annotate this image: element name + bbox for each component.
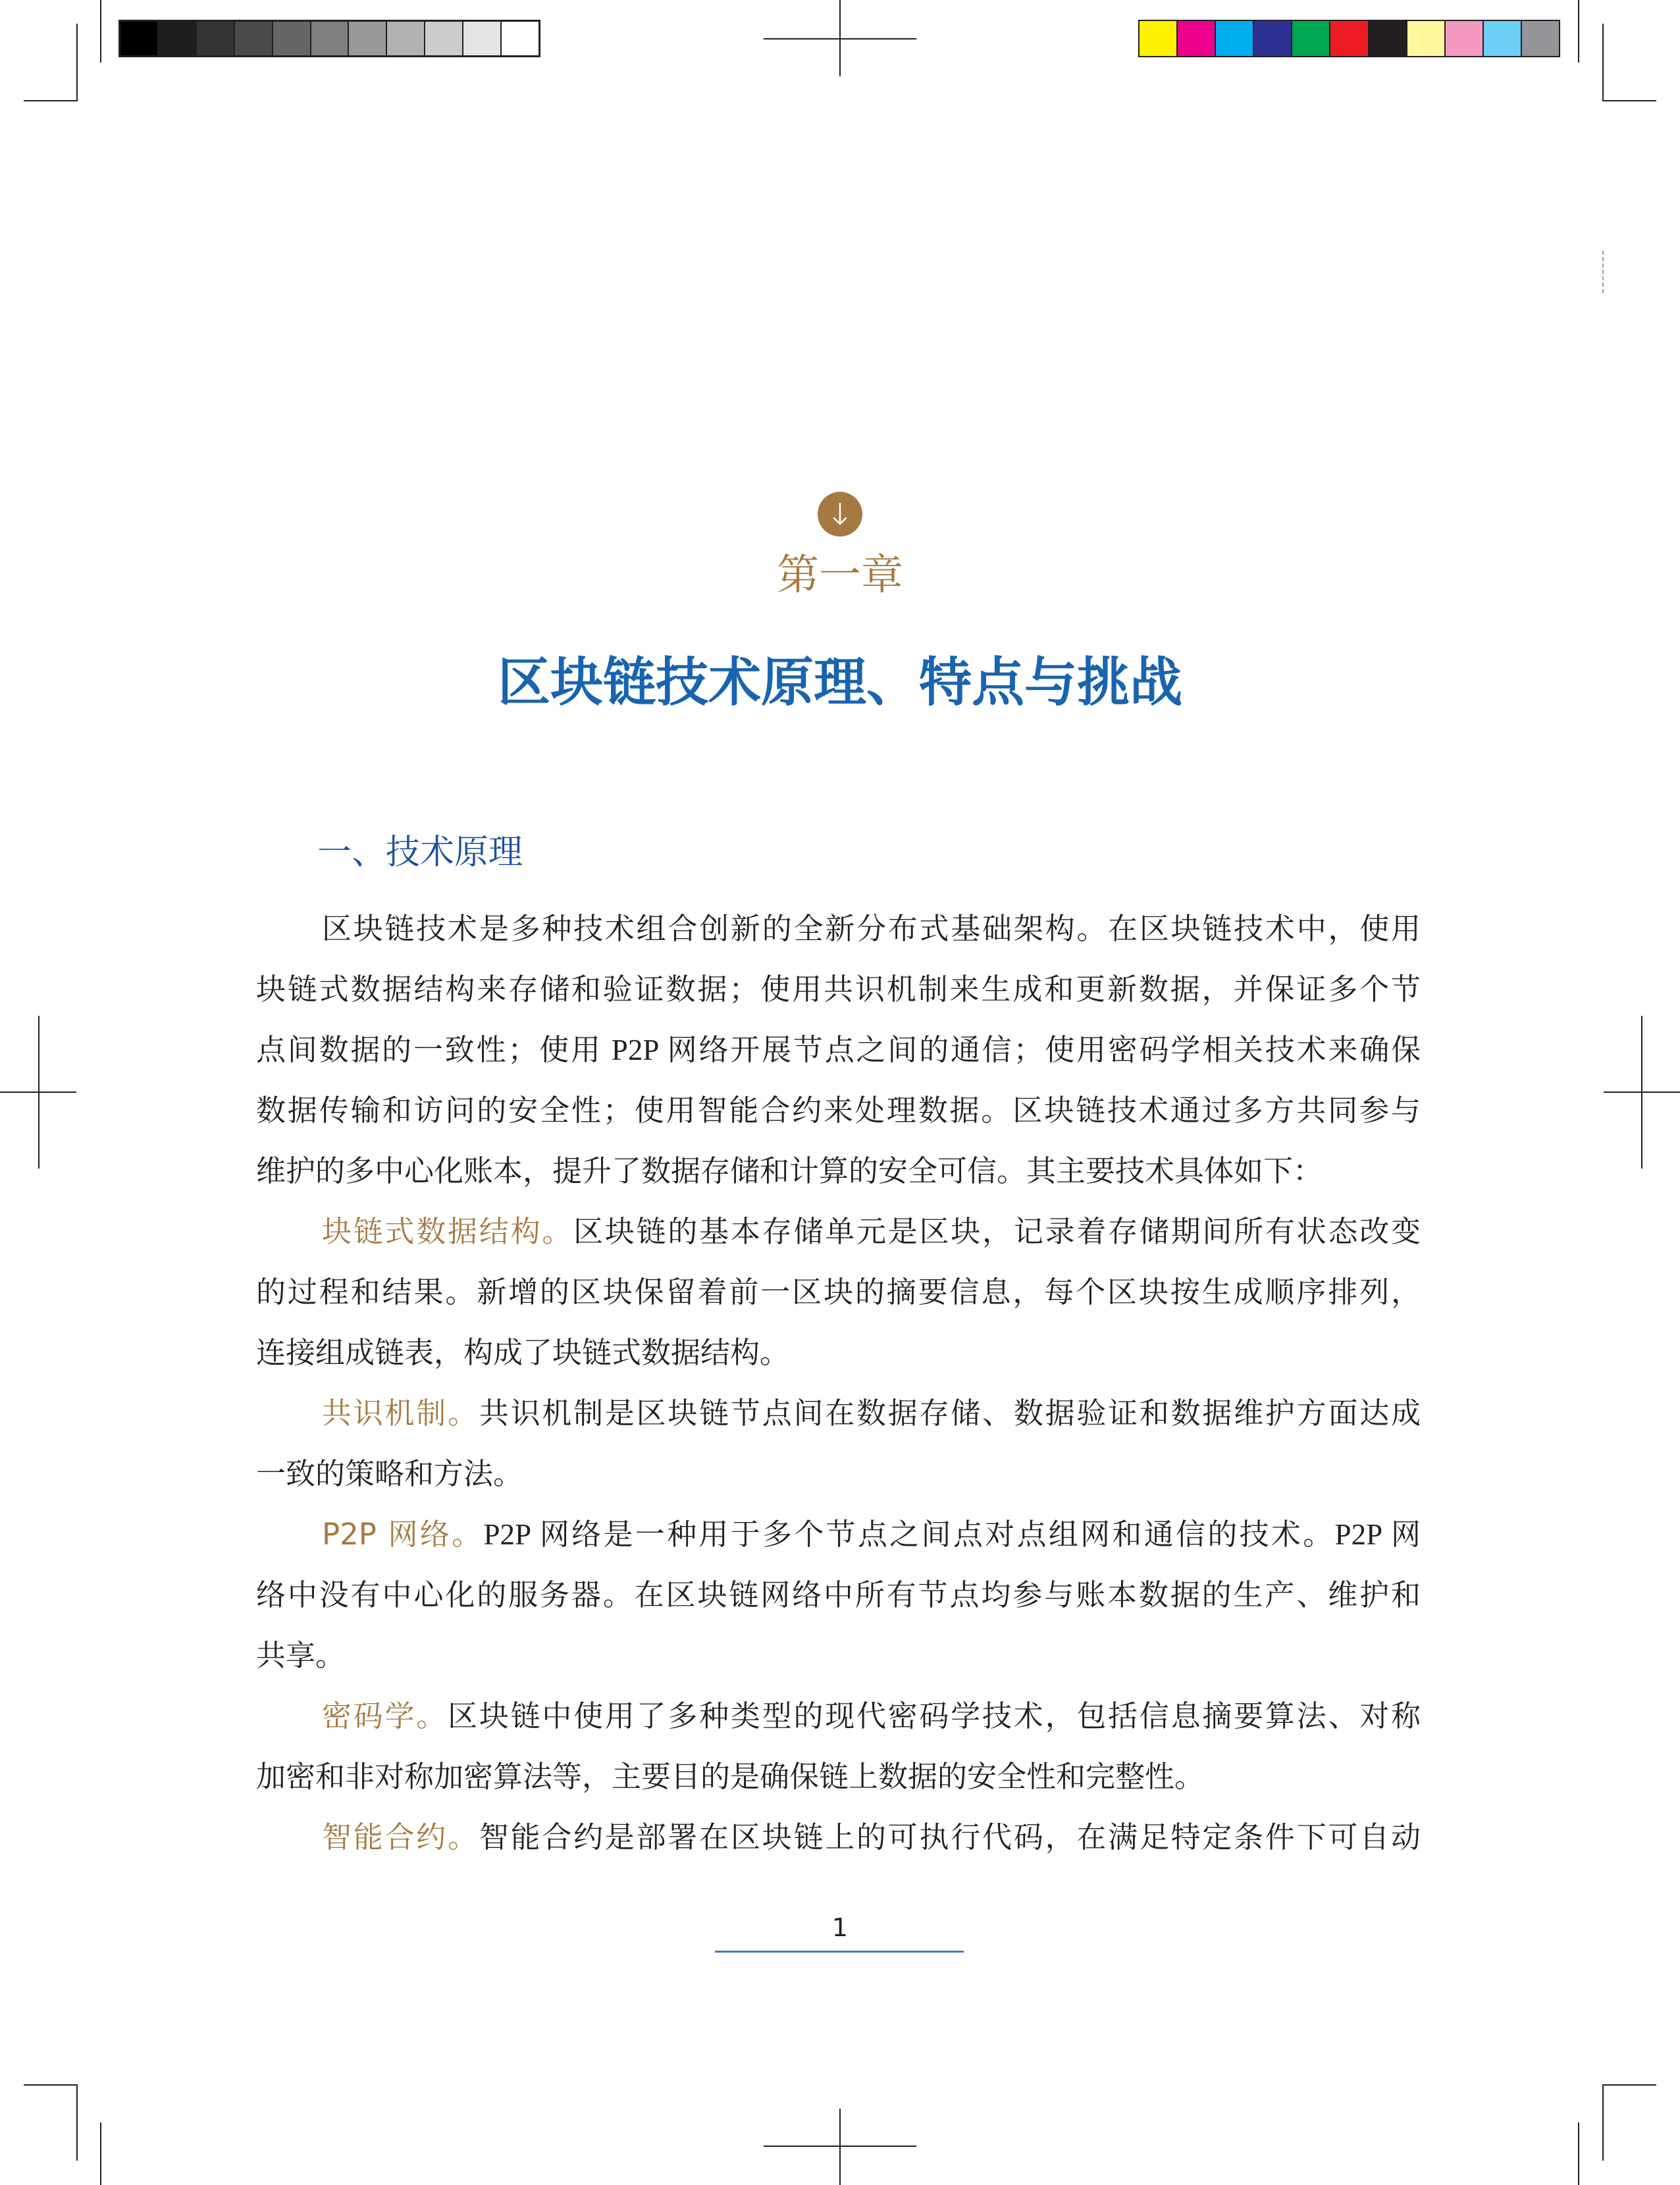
color-swatch <box>1484 21 1522 56</box>
gray-swatch <box>235 22 273 55</box>
text-line: 一致的策略和方法。 <box>256 1458 523 1490</box>
text-line: 连接组成链表，构成了块链式数据结构。 <box>256 1336 790 1369</box>
crop-mark <box>764 38 916 39</box>
page-number-rule <box>715 1951 964 1953</box>
text-line <box>256 1686 1421 1747</box>
crop-mark <box>100 0 101 63</box>
text-run: 智能合约是部署在区块链上的可执行代码，在满足特定条件下可自动 <box>479 1821 1421 1854</box>
color-swatch <box>1522 21 1559 56</box>
term-label: 共识机制。 <box>322 1396 479 1431</box>
paragraph-smart-contract <box>256 1807 1421 1868</box>
term-label: 块链式数据结构。 <box>322 1214 574 1249</box>
crop-mark <box>1578 0 1579 63</box>
gray-swatch <box>349 22 387 55</box>
body-text <box>256 899 1421 1868</box>
paragraph-cryptography <box>256 1686 1421 1807</box>
color-swatch <box>1140 21 1178 56</box>
gray-swatch <box>502 22 538 55</box>
paragraph-block-chain-structure <box>256 1201 1421 1383</box>
crop-mark <box>24 100 78 101</box>
gray-swatch <box>159 22 197 55</box>
crop-mark <box>764 2146 916 2147</box>
color-swatch <box>1446 21 1484 56</box>
grayscale-bar <box>118 20 540 57</box>
gray-swatch <box>273 22 311 55</box>
paragraph-p2p-network <box>256 1504 1421 1686</box>
color-swatch <box>1407 21 1446 56</box>
term-label: 智能合约。 <box>322 1820 479 1855</box>
chapter-label: 第一章 <box>777 551 903 600</box>
text-line: 区块链技术是多种技术组合创新的全新分布式基础架构。在区块链技术中，使用 <box>322 912 1421 945</box>
color-swatch <box>1292 21 1330 56</box>
color-bar <box>1138 20 1560 57</box>
text-line: 加密和非对称加密算法等，主要目的是确保链上数据的安全性和完整性。 <box>256 1760 1205 1793</box>
term-label: P2P 网络。 <box>322 1517 484 1552</box>
color-swatch <box>1254 21 1292 56</box>
paragraph-intro <box>256 899 1421 1201</box>
crop-mark <box>1602 2084 1604 2161</box>
gray-swatch <box>425 22 463 55</box>
chapter-title: 区块链技术原理、特点与挑战 <box>498 652 1182 713</box>
text-line: 点间数据的一致性；使用 P2P 网络开展节点之间的通信；使用密码学相关技术来确保 <box>256 1034 1421 1066</box>
text-line <box>256 1807 1421 1868</box>
crop-mark <box>1602 100 1656 101</box>
text-run: 区块链中使用了多种类型的现代密码学技术，包括信息摘要算法、对称 <box>448 1700 1421 1733</box>
color-swatch <box>1369 21 1407 56</box>
text-line: 维护的多中心化账本，提升了数据存储和计算的安全可信。其主要技术具体如下： <box>256 1155 1323 1188</box>
section-heading: 一、技术原理 <box>317 833 523 872</box>
page-number: 1 <box>831 1913 849 1942</box>
crop-mark <box>76 24 78 100</box>
text-line: 数据传输和访问的安全性；使用智能合约来处理数据。区块链技术通过多方共同参与 <box>256 1094 1421 1127</box>
text-line <box>256 1504 1421 1565</box>
crop-mark <box>1602 2084 1656 2086</box>
registration-tick <box>1602 251 1604 293</box>
crop-mark <box>38 1016 39 1169</box>
crop-mark <box>100 2122 101 2185</box>
text-line: 共享。 <box>256 1639 346 1672</box>
crop-mark <box>839 2109 841 2185</box>
gray-swatch <box>197 22 235 55</box>
color-swatch <box>1178 21 1216 56</box>
text-run: 共识机制是区块链节点间在数据存储、数据验证和数据维护方面达成 <box>479 1397 1421 1430</box>
crop-mark <box>76 2084 78 2161</box>
color-swatch <box>1216 21 1254 56</box>
crop-mark <box>1578 2122 1579 2185</box>
text-line: 络中没有中心化的服务器。在区块链网络中所有节点均参与账本数据的生产、维护和 <box>256 1579 1421 1612</box>
text-line <box>256 1201 1421 1262</box>
arrow-down-circle-icon <box>817 491 863 537</box>
gray-swatch <box>311 22 350 55</box>
gray-swatch <box>387 22 425 55</box>
crop-mark <box>1641 1016 1642 1169</box>
text-line: 的过程和结果。新增的区块保留着前一区块的摘要信息，每个区块按生成顺序排列， <box>256 1276 1421 1309</box>
crop-mark <box>24 2084 78 2086</box>
text-run: P2P 网络是一种用于多个节点之间点对点组网和通信的技术。P2P 网 <box>483 1518 1421 1551</box>
term-label: 密码学。 <box>322 1698 448 1733</box>
color-swatch <box>1330 21 1369 56</box>
gray-swatch <box>120 22 159 55</box>
gray-swatch <box>463 22 502 55</box>
text-line <box>256 1383 1421 1444</box>
paragraph-consensus <box>256 1383 1421 1504</box>
text-line: 块链式数据结构来存储和验证数据；使用共识机制来生成和更新数据，并保证多个节 <box>256 973 1421 1006</box>
text-run: 区块链的基本存储单元是区块，记录着存储期间所有状态改变 <box>573 1215 1421 1248</box>
crop-mark <box>1602 24 1604 100</box>
